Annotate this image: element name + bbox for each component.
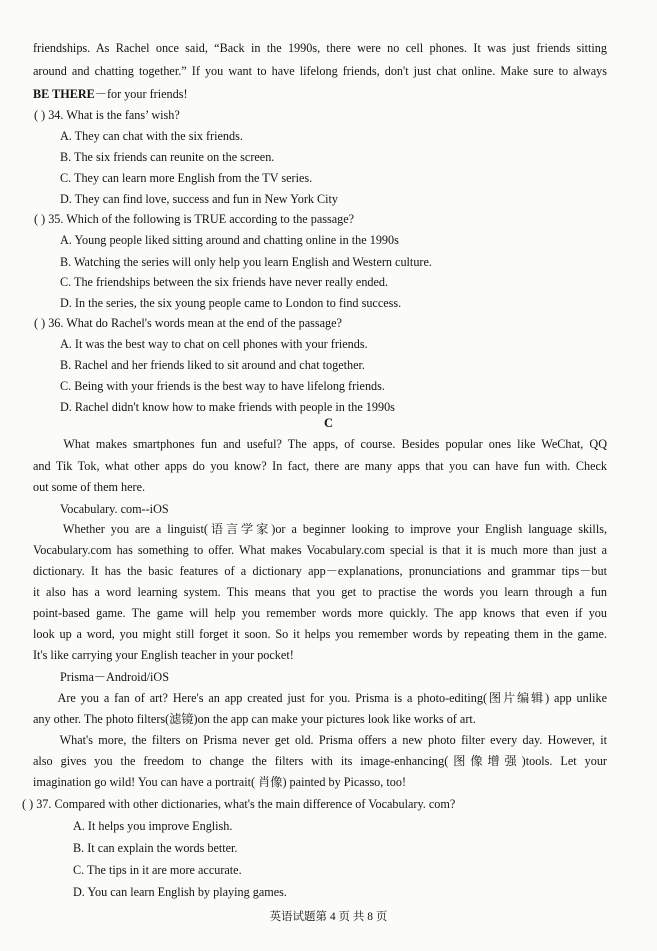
passage-line bbox=[33, 84, 188, 105]
intro-line: and Tik Tok, what other apps do you know? In fact, there are many apps that you can have fun with. Check bbox=[33, 459, 607, 473]
app2-line: any other. The photo filters(滤镜)on the app can make your pictures look like works of art. bbox=[33, 712, 476, 726]
app1-line: it also has a word learning system. This means that you get to practise the words you learn through a fun bbox=[33, 585, 607, 599]
app-title-vocabulary: Vocabulary. com--iOS bbox=[60, 502, 169, 516]
option-37-c: C. The tips in it are more accurate. bbox=[73, 863, 242, 877]
app1-line: Vocabulary.com has something to offer. What makes Vocabulary.com special is that it is much more than just a bbox=[33, 543, 607, 557]
app2-line: What's more, the filters on Prisma never get old. Prisma offers a new photo filter every day. However, it bbox=[33, 733, 607, 747]
option-36-b: B. Rachel and her friends liked to sit around and chat together. bbox=[60, 358, 365, 372]
app1-line: dictionary. It has the basic features of a dictionary app－explanations, pronunciations and grammar tips－but bbox=[33, 564, 607, 578]
app1-line: It's like carrying your English teacher in your pocket! bbox=[33, 648, 294, 662]
option-34-d: D. They can find love, success and fun in New York City bbox=[60, 192, 339, 206]
option-34-c: C. They can learn more English from the TV series. bbox=[60, 171, 313, 185]
question-stem-35: ( ) 35. Which of the following is TRUE according to the passage? bbox=[34, 212, 355, 226]
question-stem-37: ( ) 37. Compared with other dictionaries, what's the main difference of Vocabulary. com? bbox=[22, 797, 456, 811]
question-stem-36: ( ) 36. What do Rachel's words mean at the end of the passage? bbox=[34, 316, 342, 330]
app2-line: imagination go wild! You can have a portrait( 肖像) painted by Picasso, too! bbox=[33, 775, 407, 789]
app1-line: look up a word, you might still forget it soon. So it helps you remember words by repeating them in the game. bbox=[33, 627, 607, 641]
option-35-a: A. Young people liked sitting around and chatting online in the 1990s bbox=[60, 233, 399, 247]
option-36-d: D. Rachel didn't know how to make friends with people in the 1990s bbox=[60, 400, 395, 414]
option-35-c: C. The friendships between the six friends have never really ended. bbox=[60, 275, 389, 289]
option-34-b: B. The six friends can reunite on the screen. bbox=[60, 150, 275, 164]
section-heading: C bbox=[323, 416, 334, 430]
page-footer: 英语试题第 4 页 共 8 页 bbox=[269, 911, 388, 923]
passage-line: friendships. As Rachel once said, “Back in the 1990s, there were no cell phones. It was just friends sitting bbox=[33, 41, 607, 55]
option-34-a: A. They can chat with the six friends. bbox=[60, 129, 243, 143]
question-stem-34: ( ) 34. What is the fans’ wish? bbox=[34, 108, 180, 122]
app1-line: point-based game. The game will help you remember words more quickly. The app knows that even if you bbox=[33, 606, 607, 620]
option-37-b: B. It can explain the words better. bbox=[73, 841, 238, 855]
option-36-c: C. Being with your friends is the best way to have lifelong friends. bbox=[60, 379, 385, 393]
option-36-a: A. It was the best way to chat on cell phones with your friends. bbox=[60, 337, 368, 351]
intro-line: out some of them here. bbox=[33, 480, 146, 494]
intro-line: What makes smartphones fun and useful? The apps, of course. Besides popular ones like WeChat, QQ bbox=[33, 437, 607, 451]
option-35-b: B. Watching the series will only help you learn English and Western culture. bbox=[60, 255, 432, 269]
option-37-d: D. You can learn English by playing games. bbox=[73, 885, 287, 899]
option-37-a: A. It helps you improve English. bbox=[73, 819, 233, 833]
app2-line: also gives you the freedom to change the filters with its image-enhancing(图像增强)tools. Let your bbox=[33, 754, 607, 768]
app-title-prisma: Prisma－Android/iOS bbox=[60, 670, 170, 684]
passage-text: －for your friends! bbox=[94, 87, 188, 101]
option-35-d: D. In the series, the six young people came to London to find success. bbox=[60, 296, 402, 310]
passage-line: around and chatting together.” If you want to have lifelong friends, don't just chat online. Make sure to always bbox=[33, 64, 607, 78]
app1-line: Whether you are a linguist(语言学家)or a beginner looking to improve your English language skills, bbox=[33, 522, 607, 536]
emphasis-text: BE THERE bbox=[33, 87, 95, 101]
app2-line: Are you a fan of art? Here's an app created just for you. Prisma is a photo-editing(图片编辑) app unlike bbox=[33, 691, 607, 705]
